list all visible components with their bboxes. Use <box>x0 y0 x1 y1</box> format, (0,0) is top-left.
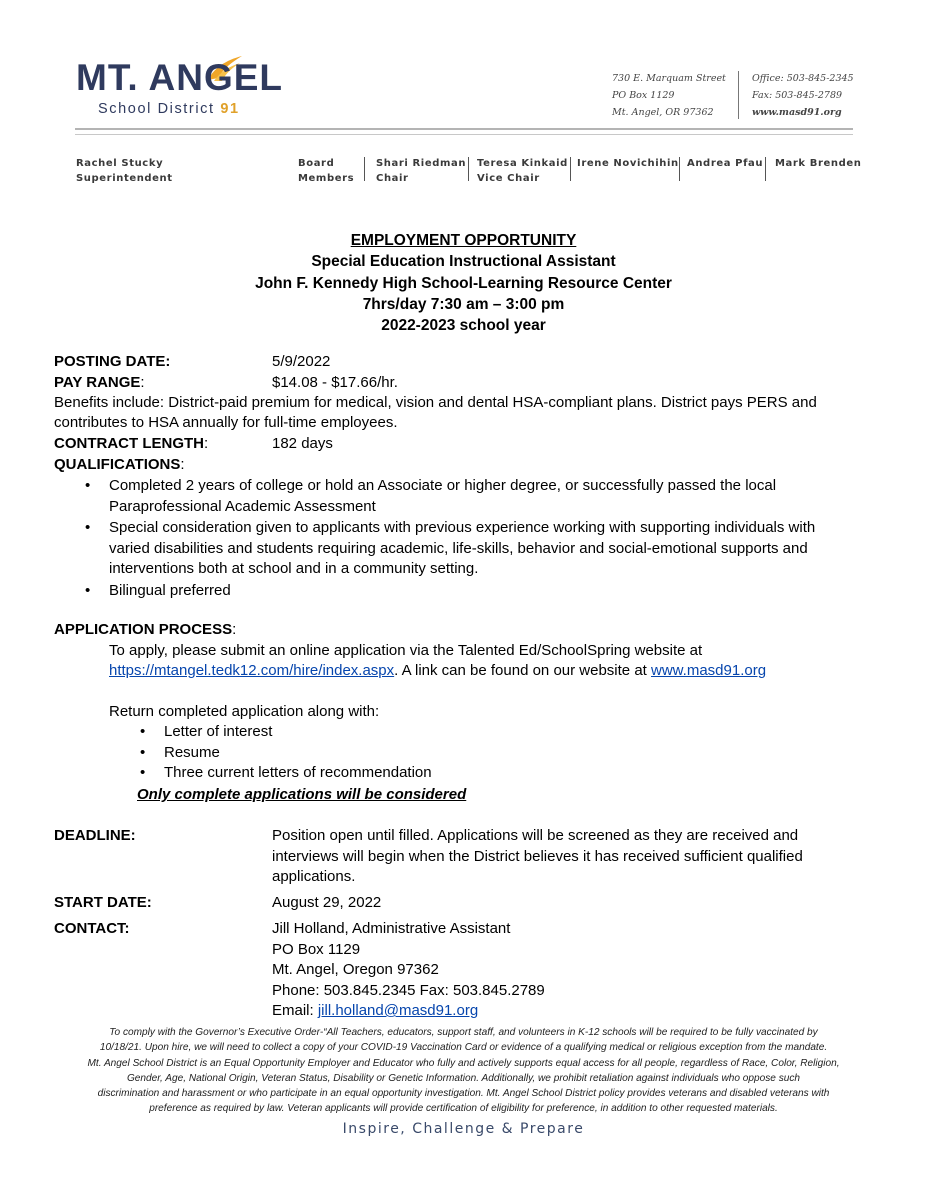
contract-length-colon: : <box>204 435 209 452</box>
pay-range-value: $14.08 - $17.66/hr. <box>272 374 398 391</box>
address-street: 730 E. Marquam Street <box>612 73 726 84</box>
footer-line: To comply with the Governor’s Executive Order-“All Teachers, educators, support staff, and volunteers in K-12 schools will be required to be fully vaccinated by <box>109 1027 818 1038</box>
logo-main-text: MT. ANGEL <box>76 57 284 98</box>
member-name: Teresa Kinkaid <box>477 158 568 169</box>
board-divider <box>468 157 469 181</box>
required-document-item: • Letter of interest <box>164 722 432 743</box>
member-role: Chair <box>376 173 409 184</box>
qualifications-heading <box>54 455 185 476</box>
board-divider <box>570 157 571 181</box>
qualification-text: • Bilingual preferred <box>109 581 231 599</box>
complete-applications-note: Only complete applications will be considered <box>137 786 467 803</box>
member-name: Mark Brenden <box>775 158 862 169</box>
qualification-text: • Completed 2 years of college or hold an Associate or higher degree, or successfully passed the local <box>109 477 777 494</box>
heading-position: Special Education Instructional Assistant <box>311 253 616 271</box>
board-divider <box>364 157 365 181</box>
board-member-5 <box>775 156 861 171</box>
board-divider <box>765 157 766 181</box>
board-label-line2: Members <box>298 173 355 184</box>
board-member-2 <box>477 156 568 186</box>
contact-email-row <box>272 1001 545 1022</box>
application-portal-link[interactable]: https://mtangel.tedk12.com/hire/index.aspx <box>109 662 395 679</box>
qualification-item <box>109 476 815 517</box>
qualification-item <box>109 581 815 602</box>
qualification-text: interventions both at school and in a community setting. <box>109 560 479 577</box>
board-member-4 <box>687 156 763 171</box>
required-document-item: • Resume <box>164 743 432 764</box>
application-links-line <box>109 661 766 682</box>
header-divider <box>75 128 853 130</box>
heading-hours: 7hrs/day 7:30 am – 3:00 pm <box>362 295 565 313</box>
contact-email-link[interactable]: jill.holland@masd91.org <box>317 1002 479 1019</box>
contact-block <box>272 919 545 1022</box>
posting-date-value: 5/9/2022 <box>272 353 331 370</box>
qualification-text: varied disabilities and students requiring academic, life-skills, behavior and social-emotional supports and <box>109 539 808 557</box>
district-contact <box>752 70 854 121</box>
benefits-line-2: contributes to HSA annually for full-time employees. <box>54 414 398 431</box>
deadline-line: Position open until filled. Applications will be screened as they are received and <box>272 827 799 844</box>
required-document-item: • Three current letters of recommendation <box>164 763 432 784</box>
footer-line: 10/18/21. Upon hire, we will need to collect a copy of your COVID-19 Vaccination Card or evidence of a qualifying medical or religious exception from the mandate. <box>99 1042 828 1054</box>
application-instructions: To apply, please submit an online application via the Talented Ed/SchoolSpring website at <box>109 642 703 659</box>
contract-length-row <box>54 434 208 455</box>
address-city: Mt. Angel, OR 97362 <box>612 107 714 118</box>
application-label: APPLICATION PROCESS <box>54 621 233 638</box>
district-tagline: Inspire, Challenge & Prepare <box>342 1121 585 1137</box>
superintendent-block <box>76 156 173 186</box>
deadline-line: interviews will begin when the District believes it has received sufficient qualified <box>272 847 803 865</box>
legal-footer <box>40 1025 887 1117</box>
qualification-text: Paraprofessional Academic Assessment <box>109 497 376 515</box>
posting-date-label: POSTING DATE: <box>54 353 171 370</box>
deadline-text <box>272 826 803 888</box>
address-po: PO Box 1129 <box>612 90 675 101</box>
office-phone: Office: 503-845-2345 <box>752 73 854 84</box>
contract-length-value: 182 days <box>272 435 333 452</box>
deadline-line: applications. <box>272 868 356 885</box>
contact-name: Jill Holland, Administrative Assistant <box>272 920 511 937</box>
posting-heading <box>0 230 927 336</box>
heading-title: EMPLOYMENT OPPORTUNITY <box>350 232 577 249</box>
contact-po-box: PO Box 1129 <box>272 940 361 958</box>
deadline-label: DEADLINE: <box>54 827 136 844</box>
pay-range-label: PAY RANGE <box>54 374 141 391</box>
header-divider-thin <box>75 134 853 135</box>
contact-label: CONTACT: <box>54 920 130 937</box>
board-member-3 <box>577 156 679 171</box>
application-mid-text: . A link can be found on our website at <box>394 662 651 679</box>
superintendent-title: Superintendent <box>76 173 173 184</box>
member-name: Shari Riedman <box>376 158 467 169</box>
district-logo <box>76 58 291 122</box>
start-date-value: August 29, 2022 <box>272 894 382 911</box>
pay-range-row <box>54 373 145 394</box>
footer-line: Gender, Age, National Origin, Veteran Status, Disability or Genetic Information. Additionally, we prohibit retaliation against individuals who oppose such <box>126 1072 801 1084</box>
member-role: Vice Chair <box>477 173 540 184</box>
board-member-1 <box>376 156 466 186</box>
member-name: Andrea Pfau <box>687 158 764 169</box>
footer-line: Mt. Angel School District is an Equal Opportunity Employer and Educator who fully and actively supports equal access for all people, regardless of Race, Color, Religion, <box>87 1057 840 1069</box>
qualifications-list <box>109 476 815 601</box>
return-instructions: Return completed application along with: <box>109 703 380 720</box>
contact-email-label: Email: <box>272 1002 318 1019</box>
district-website-link[interactable]: www.masd91.org <box>651 662 767 679</box>
start-date-label: START DATE: <box>54 894 152 911</box>
required-documents-list <box>164 722 432 784</box>
contact-phone-fax: Phone: 503.845.2345 Fax: 503.845.2789 <box>272 981 545 999</box>
qualification-text: • Special consideration given to applicants with previous experience working with supporting individuals with <box>109 519 816 536</box>
pay-range-colon: : <box>140 374 145 391</box>
footer-line: preference as required by law. Veteran applicants will provide certification of eligibility for preference, in addition to other requested materials. <box>149 1103 778 1115</box>
board-label <box>298 156 354 186</box>
qualifications-label: QUALIFICATIONS <box>54 456 181 473</box>
benefits-line-1: Benefits include: District-paid premium for medical, vision and dental HSA-compliant plans. District pays PERS and <box>54 394 817 411</box>
logo-subtitle: School District 91 <box>98 101 240 117</box>
contact-city: Mt. Angel, Oregon 97362 <box>272 961 439 978</box>
footer-line: discrimination and harassment or who participate in an equal opportunity investigation. Mt. Angel School District policy provides veterans and disabled veterans with <box>97 1088 830 1100</box>
website-link[interactable]: www.masd91.org <box>752 107 842 118</box>
application-heading <box>54 620 236 641</box>
address-divider <box>738 71 739 119</box>
superintendent-name: Rachel Stucky <box>76 158 164 169</box>
board-label-line1: Board <box>298 158 335 169</box>
district-address <box>612 70 726 121</box>
qualifications-colon: : <box>180 456 185 473</box>
heading-school: John F. Kennedy High School-Learning Resource Center <box>255 274 672 292</box>
heading-year: 2022-2023 school year <box>381 317 546 335</box>
application-colon: : <box>232 621 237 638</box>
contract-length-label: CONTRACT LENGTH <box>54 435 204 452</box>
qualification-item <box>109 518 815 580</box>
board-divider <box>679 157 680 181</box>
member-name: Irene Novichihin <box>577 158 679 169</box>
office-fax: Fax: 503-845-2789 <box>752 90 843 101</box>
